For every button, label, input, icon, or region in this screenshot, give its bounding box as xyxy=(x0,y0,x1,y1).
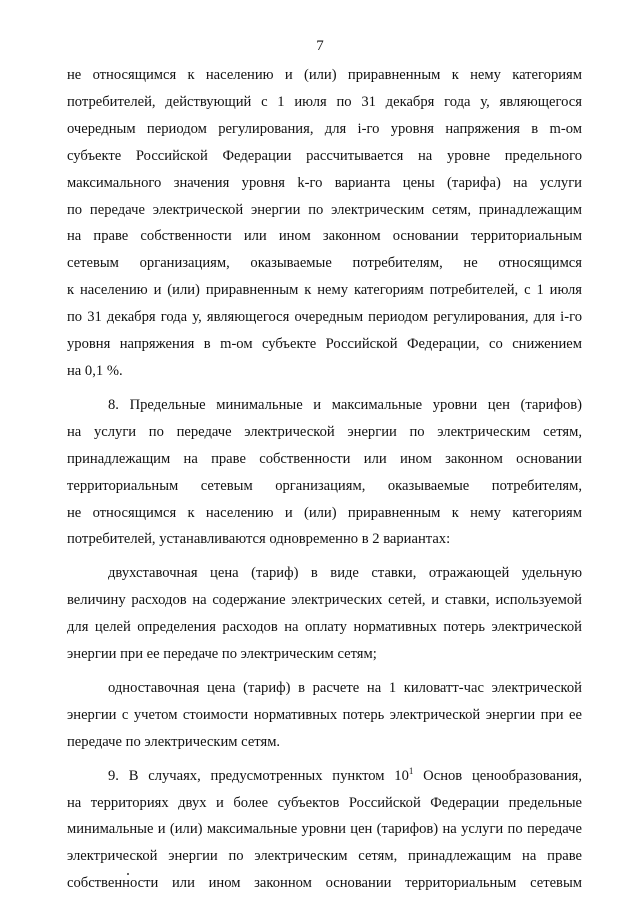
text-line: потребителей, действующий с 1 июля по 31 декабря года у, являющегося xyxy=(67,93,582,110)
text-line: по передаче электрической энергии по электрическим сетям, принадлежащим xyxy=(67,201,582,218)
page-number: 7 xyxy=(316,38,324,54)
text-line: на услуги по передаче электрической энергии по электрическим сетям, xyxy=(67,423,582,440)
text-line: потребителей, устанавливаются одновременно в 2 вариантах: xyxy=(67,531,451,548)
text-line: минимальные и (или) максимальные уровни цен (тарифов) на услуги по передаче xyxy=(67,821,582,838)
paragraph-9 xyxy=(67,763,582,898)
text-line: энергии с учетом стоимости нормативных потерь электрической энергии при ее xyxy=(67,706,582,723)
text-line: одноставочная цена (тариф) в расчете на 1 киловатт-час электрической xyxy=(108,679,582,696)
text-line: не относящимся к населению и (или) приравненным к нему категориям xyxy=(67,67,582,83)
text-line: двухставочная цена (тариф) в виде ставки, отражающей удельную xyxy=(108,565,582,582)
paragraph-two-part-tariff xyxy=(67,560,582,668)
paragraph-continuation xyxy=(67,62,582,385)
text-line: уровня напряжения в m-ом субъекте Российской Федерации, со снижением xyxy=(67,336,582,353)
text-line: максимального значения уровня k-го варианта цены (тарифа) на услуги xyxy=(67,174,582,191)
text-line: субъекте Российской Федерации рассчитывается на уровне предельного xyxy=(67,147,582,164)
text-line: сетевым организациям, оказываемые потребителям, не относящимся xyxy=(67,255,582,272)
text-line: электрической энергии по электрическим сетям, принадлежащим на праве xyxy=(67,848,582,865)
text-line: территориальным сетевым организациям, оказываемые потребителям, xyxy=(67,477,582,494)
text-line: к населению и (или) приравненным к нему категориям потребителей, с 1 июля xyxy=(67,282,582,299)
text-line: очередным периодом регулирования, для i-го уровня напряжения в m-ом xyxy=(67,120,582,137)
text-line: на территориях двух и более субъектов Российской Федерации предельные xyxy=(67,794,582,811)
text-line: передаче по электрическим сетям. xyxy=(67,733,281,750)
text-line: величину расходов на содержание электрических сетей, и ставки, используемой xyxy=(67,592,582,609)
document-body xyxy=(67,62,582,897)
text-segment: Основ ценообразования, xyxy=(413,767,582,784)
text-line xyxy=(67,763,582,790)
text-line: не относящимся к населению и (или) приравненным к нему категориям xyxy=(67,504,582,521)
text-line: на праве собственности или ином законном основании территориальным xyxy=(67,228,582,245)
paragraph-one-part-tariff xyxy=(67,675,582,756)
text-line: собственности или ином законном основании территориальным сетевым xyxy=(67,875,582,892)
text-line: 8. Предельные минимальные и максимальные уровни цен (тарифов) xyxy=(108,396,582,413)
text-segment: 9. В случаях, предусмотренных пунктом 10 xyxy=(108,767,409,784)
text-line: на 0,1 %. xyxy=(67,362,123,379)
text-line: принадлежащим на праве собственности или ином законном основании xyxy=(67,450,582,467)
text-line: для целей определения расходов на оплату нормативных потерь электрической xyxy=(67,619,582,636)
text-line: энергии при ее передаче по электрическим сетям; xyxy=(67,646,377,663)
text-line: по 31 декабря года у, являющегося очередным периодом регулирования, для i-го xyxy=(67,309,582,326)
paragraph-8 xyxy=(67,392,582,553)
superscript: 1 xyxy=(408,765,414,776)
scan-speck xyxy=(127,873,129,875)
